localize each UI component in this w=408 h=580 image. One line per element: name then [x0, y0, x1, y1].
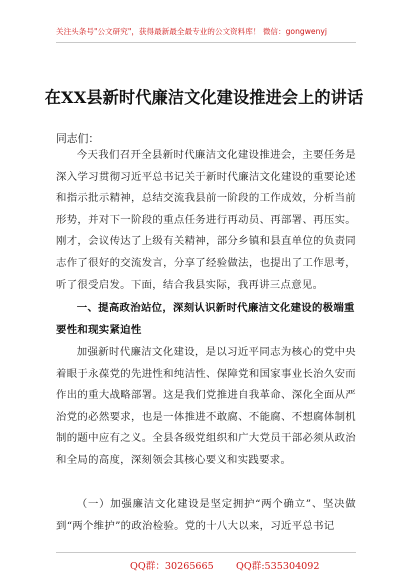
footer-divider — [56, 552, 356, 553]
paragraph-sub-point: （一）加强廉洁文化建设是坚定拥护“两个确立”、坚决做到“两个维护”的政治检验。党的十八大以来，习近平总书记 — [56, 498, 356, 532]
salutation: 同志们： — [56, 132, 100, 145]
paragraph-body: 加强新时代廉洁文化建设，是以习近平同志为核心的党中央着眼于永葆党的先进性和纯洁性、保障党和国家事业长治久安而作出的重大战略部署。这是我们党推进自我革命、深化全面从严治党的必然要求，也是一体推进不敢腐、不能腐、不想腐体制机制的题中应有之义。全县各级党组织和广大党员干部必须从政治和全局的高度，深刻领会其核心要义和实践要求。 — [56, 346, 356, 466]
footer-qq-group-1: QQ群：30265665 — [130, 561, 214, 572]
section-heading: 一、提高政治站位，深刻认识新时代廉洁文化建设的极端重要性和现实紧迫性 — [56, 302, 355, 336]
footer-qq-group-2: QQ群:535304092 — [236, 561, 320, 572]
header-divider — [56, 42, 356, 43]
paragraph-intro: 今天我们召开全县新时代廉洁文化建设推进会，主要任务是深入学习贯彻习近平总书记关于新时代廉洁文化建设的重要论述和指示批示精神，总结交流我县前一阶段的工作成效，分析当前形势，并对下一阶段的重点任务进行再动员、再部署、再压实。刚才，会议传达了上级有关精神，部分乡镇和县直单位的负责同志作了很好的交流发言，分享了经验做法，也提出了工作思考，听了很受启发。下面，结合我县实际，我再讲三点意见。 — [56, 149, 356, 291]
header-note: 关注头条号"公文研究"，获得最新最全最专业的公文资料库！ 微信：gongwenyj — [56, 27, 328, 36]
document-title: 在XX县新时代廉洁文化建设推进会上的讲话 — [44, 88, 364, 107]
